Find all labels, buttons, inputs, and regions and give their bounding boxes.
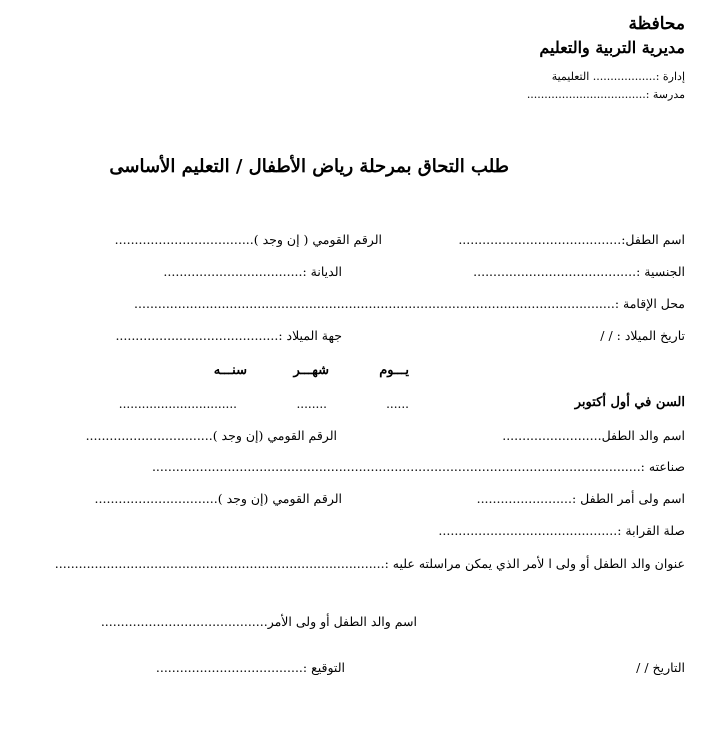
father-national-id-field[interactable]: الرقم القومي (إن وجد )................................ [85,428,337,443]
date-field[interactable]: التاريخ / / [636,660,685,675]
governorate-label: محافظة [628,14,685,34]
month-label: شهـــر [293,363,329,378]
directorate-label: مديرية التربية والتعليم [539,38,685,57]
nationality-field[interactable]: الجنسية :......................................... [473,264,685,279]
birth-date-field[interactable]: تاريخ الميلاد : / / [600,328,685,343]
residence-field[interactable]: محل الإقامة :......................................................................................................................... [134,296,685,311]
address-field[interactable]: عنوان والد الطفل أو ولى ا لأمر الذي يمكن مراسلته عليه :................................................................................... [54,556,685,571]
age-october-label: السن في أول أكتوبر [574,395,685,410]
age-month-field[interactable]: ........ [296,397,327,411]
birth-place-field[interactable]: جهة الميلاد :......................................... [115,328,342,343]
religion-field[interactable]: الديانة :................................... [163,264,342,279]
year-label: سنـــه [213,363,247,378]
child-name-field[interactable]: اسم الطفل:......................................... [458,232,685,247]
relationship-field[interactable]: صلة القرابة :............................................. [438,523,685,538]
father-name-field[interactable]: اسم والد الطفل......................... [502,428,685,443]
age-day-field[interactable]: ...... [386,397,409,411]
guardian-national-id-field[interactable]: الرقم القومي (إن وجد )............................... [94,491,342,506]
school-field[interactable]: مدرسة :.................................. [526,88,685,101]
signatory-name-field[interactable]: اسم والد الطفل أو ولى الأمر.......................................... [100,614,417,629]
day-label: يـــوم [379,363,409,378]
form-title: طلب التحاق بمرحلة رياض الأطفال / التعليم الأساسى [109,156,509,177]
administration-field[interactable]: إدارة :.................. التعليمية [551,70,685,83]
occupation-field[interactable]: صناعته :........................................................................................................................... [151,459,685,474]
signature-field[interactable]: التوقيع :..................................... [155,660,345,675]
guardian-name-field[interactable]: اسم ولى أمر الطفل :........................ [476,491,685,506]
age-year-field[interactable]: ............................... [118,397,237,411]
child-national-id-field[interactable]: الرقم القومي ( إن وجد )................................... [114,232,382,247]
